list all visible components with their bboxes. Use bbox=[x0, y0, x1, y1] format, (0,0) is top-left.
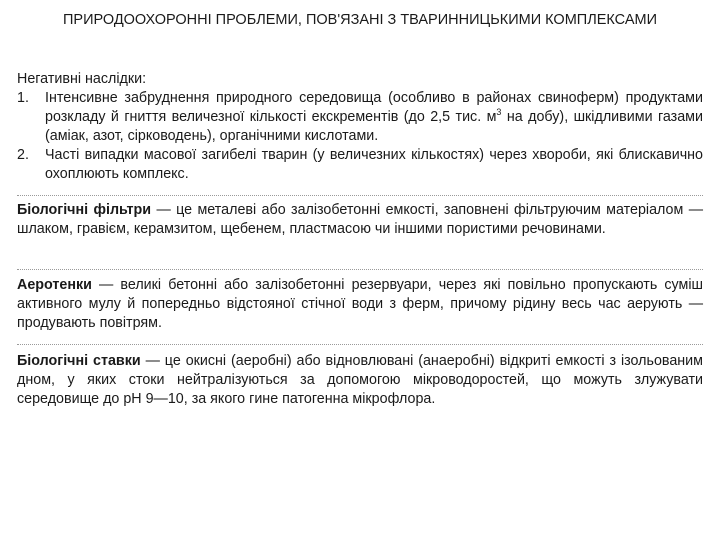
aerotanks-term: Аеротенки bbox=[17, 277, 92, 293]
list-item-number: 1. bbox=[17, 90, 29, 106]
page-title: ПРИРОДООХОРОННІ ПРОБЛЕМИ, ПОВ'ЯЗАНІ З ТВАРИННИЦЬКИМИ КОМПЛЕКСАМИ bbox=[63, 12, 657, 28]
aerotanks-paragraph bbox=[17, 276, 703, 333]
section-divider bbox=[17, 195, 703, 196]
list-item bbox=[17, 89, 703, 146]
bio-filters-term: Біологічні фільтри bbox=[17, 202, 152, 218]
list-item-text-continued: на добу), шкідливими газами (аміак, азот, сірководень), органічними кислотами. bbox=[45, 109, 703, 144]
bio-ponds-term: Біологічні ставки bbox=[17, 353, 141, 369]
section-divider bbox=[17, 269, 703, 270]
section-divider bbox=[17, 344, 703, 345]
consequences-heading: Негативні наслідки: bbox=[17, 71, 147, 87]
bio-ponds-paragraph bbox=[17, 352, 703, 409]
bio-ponds-definition: — це окисні (аеробні) або відновлювані (анаеробні) відкриті емкості з ізольованим дном, у яких стоки нейтралізуються за допомогою мікроводоростей, що можуть злужувати середовище до рН 9—10, за якого гине патогенна мікрофлора. bbox=[17, 353, 703, 407]
superscript-exponent: 3 bbox=[496, 107, 502, 118]
bio-filters-paragraph bbox=[17, 201, 703, 239]
bio-filters-definition: — це металеві або залізобетонні емкості, заповнені фільтруючим матеріалом — шлаком, гравієм, керамзитом, щебенем, пластмасою чи іншими пористими речовинами. bbox=[17, 202, 703, 237]
list-item bbox=[17, 146, 703, 184]
consequences-list bbox=[17, 89, 703, 184]
list-item-text: Часті випадки масової загибелі тварин (у величезних кількостях) через хвороби, які блискавично охоплюють комплекс. bbox=[45, 147, 703, 182]
aerotanks-definition: — великі бетонні або залізобетонні резервуари, через які повільно пропускають суміш активного мулу й попередньо відстояної стічної води з ферм, причому рідину весь час аерують — продувають повітрям. bbox=[17, 277, 703, 331]
negative-consequences-section bbox=[17, 70, 703, 184]
list-item-text: Інтенсивне забруднення природного середовища (особливо в районах свиноферм) продуктами розкладу й гниття величезної кількості екскрементів (до 2,5 тис. м bbox=[45, 90, 703, 125]
list-item-number: 2. bbox=[17, 147, 29, 163]
